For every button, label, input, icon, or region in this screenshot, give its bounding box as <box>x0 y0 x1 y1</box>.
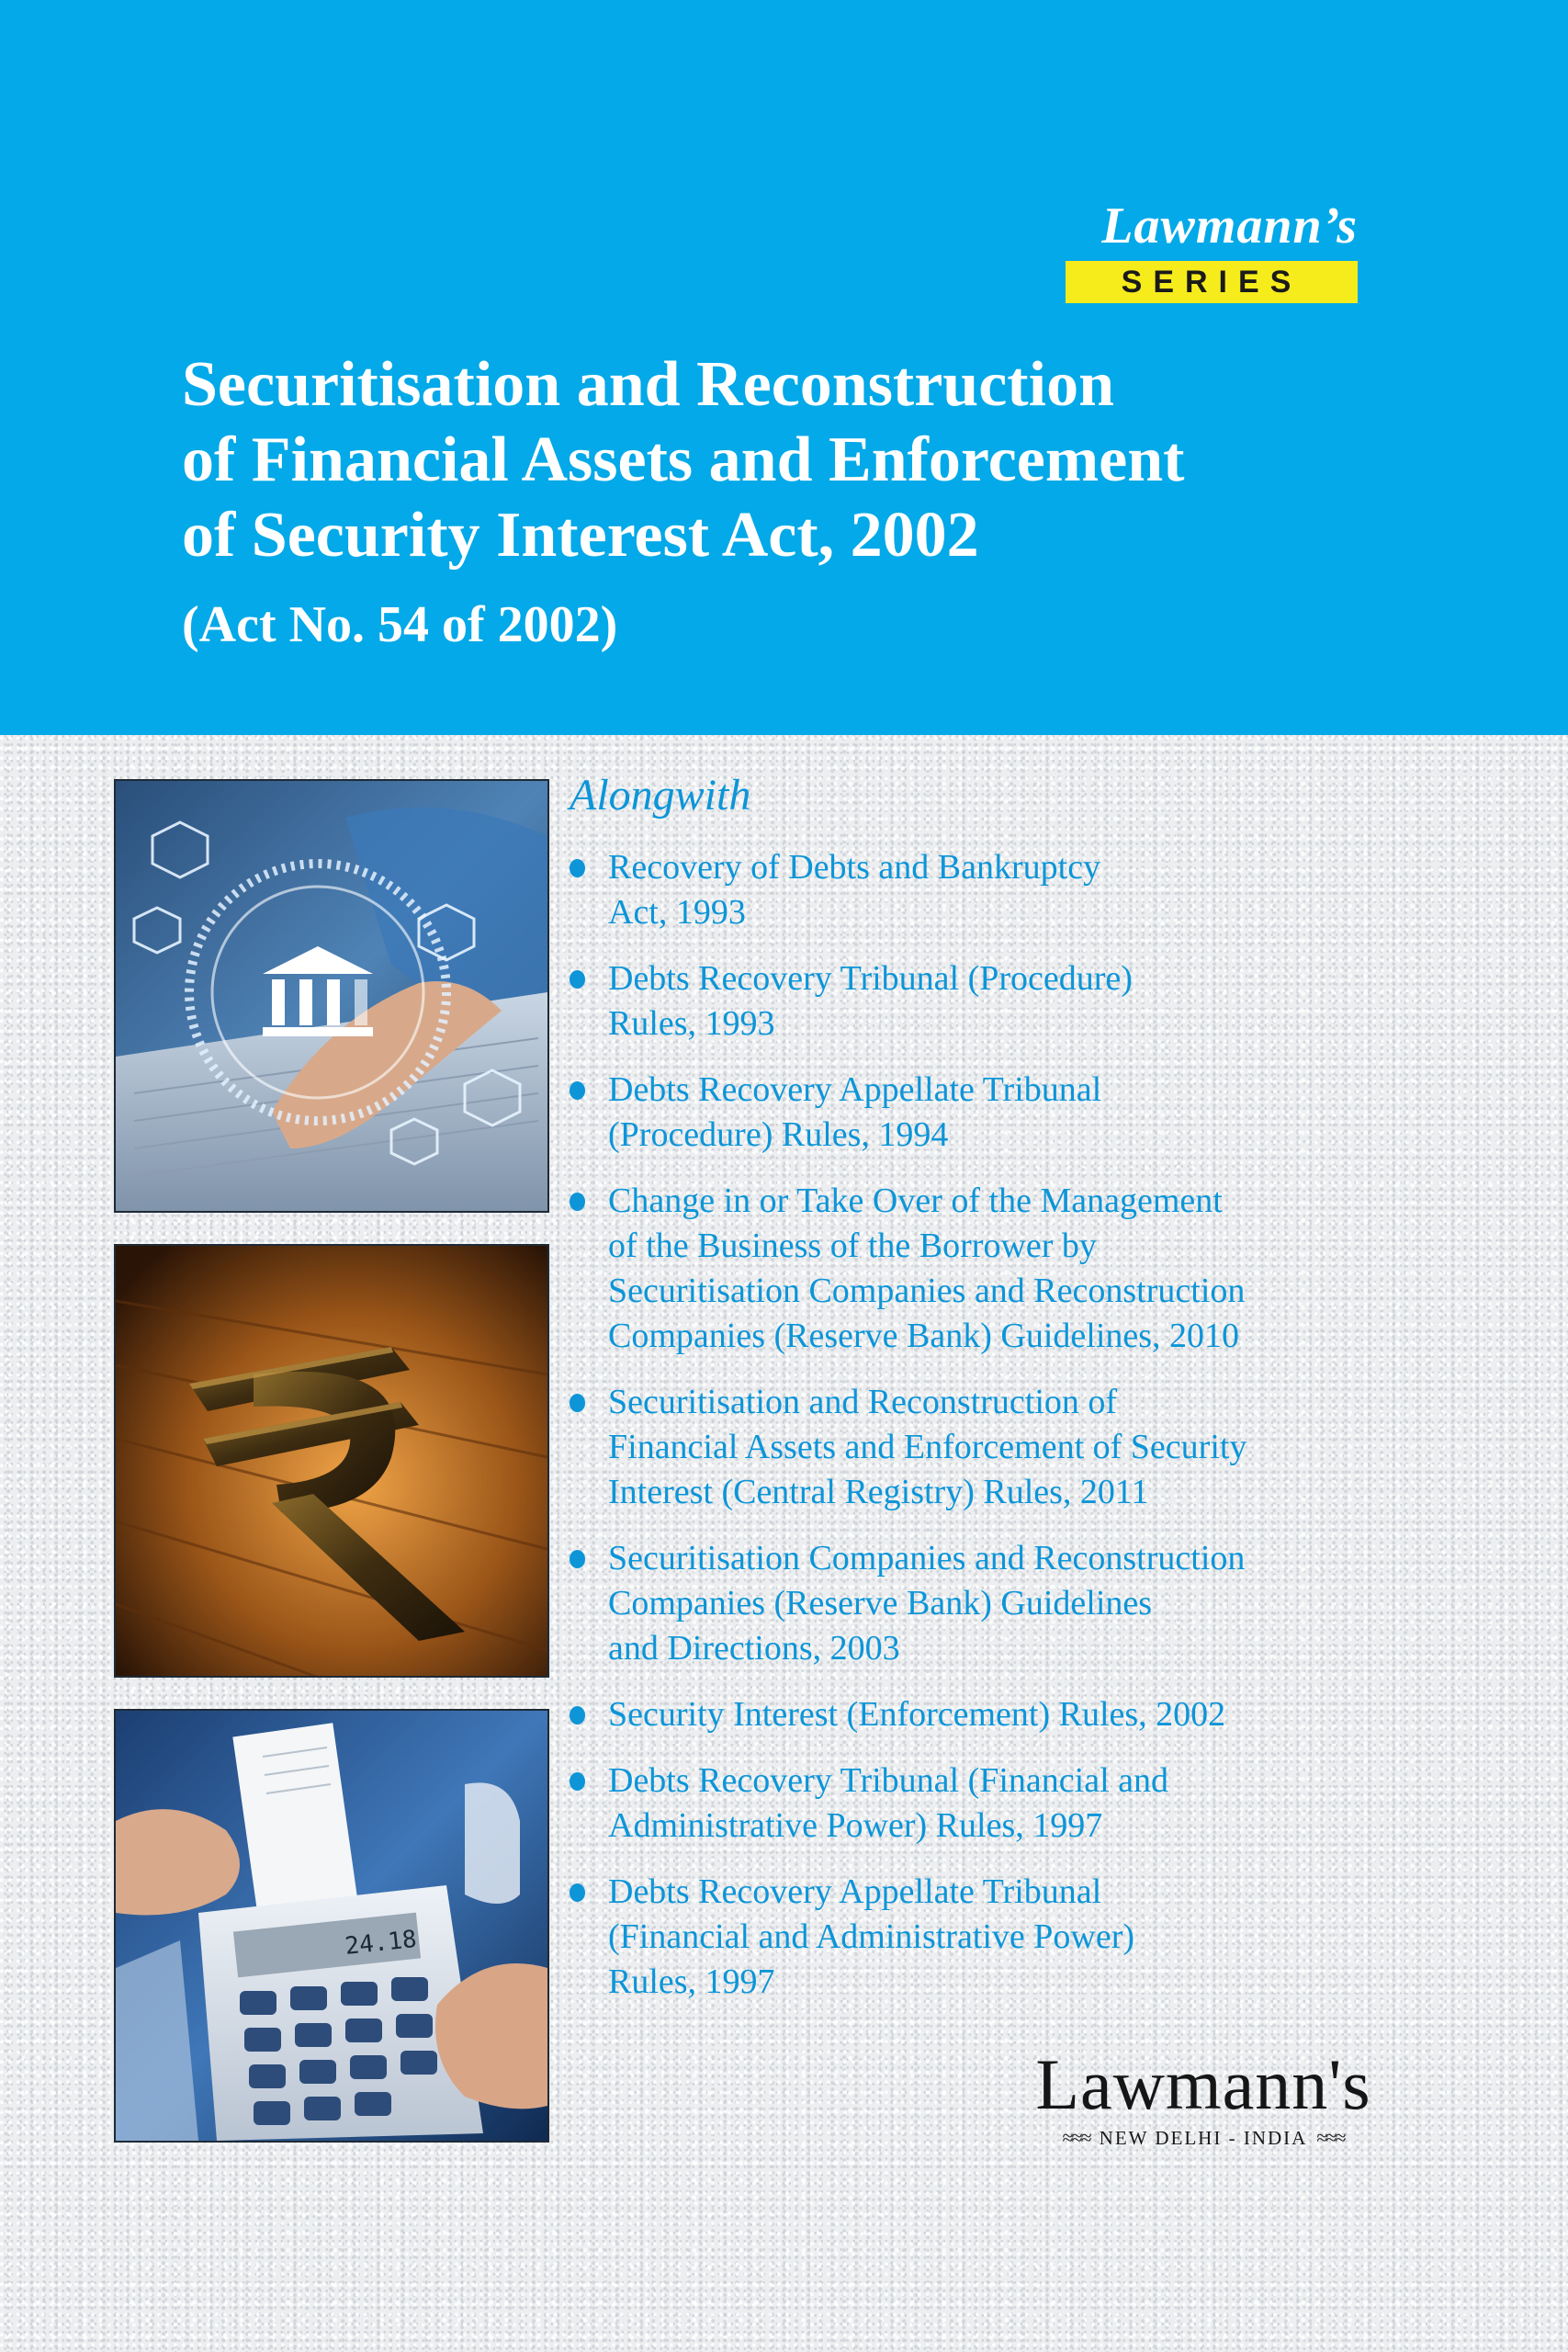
publisher-name: Lawmann's <box>1035 2044 1371 2124</box>
book-title <box>182 347 1376 573</box>
list-item-line: Securitisation Companies and Reconstruction <box>608 1272 1246 1310</box>
list-item <box>562 1179 1481 1359</box>
bullet-icon <box>570 1883 585 1902</box>
list-item-line: Financial Assets and Enforcement of Security <box>608 1428 1247 1466</box>
list-item-line: (Financial and Administrative Power) <box>608 1917 1135 1956</box>
list-item-line: of the Business of the Borrower by <box>608 1227 1097 1265</box>
included-acts-list <box>562 845 1481 2026</box>
swash-ornament-icon: ≈≈≈ <box>1316 2126 1345 2149</box>
title-line: of Security Interest Act, 2002 <box>182 500 979 571</box>
list-item-line: Securitisation and Reconstruction of <box>608 1383 1118 1421</box>
list-item-line: Debts Recovery Appellate Tribunal <box>608 1872 1102 1911</box>
list-item-line: Security Interest (Enforcement) Rules, 2002 <box>608 1695 1226 1734</box>
list-item-line: (Procedure) Rules, 1994 <box>608 1115 949 1154</box>
list-item-line: Companies (Reserve Bank) Guidelines, 2010 <box>608 1317 1240 1355</box>
list-item-line: Change in or Take Over of the Management <box>608 1182 1223 1220</box>
list-item <box>562 1380 1481 1515</box>
act-number: (Act No. 54 of 2002) <box>182 596 618 653</box>
title-line: Securitisation and Reconstruction <box>182 349 1114 420</box>
calculator-display: 24.18 <box>344 1925 419 1961</box>
list-item <box>562 1692 1481 1737</box>
list-item-line: Securitisation Companies and Reconstruction <box>608 1539 1246 1577</box>
publisher-location-row <box>1010 2126 1396 2150</box>
bullet-icon <box>570 1706 585 1724</box>
list-item-line: Rules, 1993 <box>608 1004 775 1043</box>
list-item-line: Rules, 1997 <box>608 1962 775 2001</box>
list-item-line: Interest (Central Registry) Rules, 2011 <box>608 1473 1149 1511</box>
bullet-icon <box>570 859 585 877</box>
bullet-icon <box>570 1550 585 1568</box>
list-item <box>562 1870 1481 2005</box>
series-brand: Lawmann’s <box>1101 198 1358 254</box>
list-item <box>562 1536 1481 1671</box>
series-label: SERIES <box>1066 261 1358 303</box>
list-item-line: Act, 1993 <box>608 893 746 932</box>
bullet-icon <box>570 1081 585 1100</box>
list-item-line: Recovery of Debts and Bankruptcy <box>608 848 1101 887</box>
list-item <box>562 845 1481 935</box>
bullet-icon <box>570 970 585 989</box>
series-logo <box>1066 200 1358 303</box>
list-item <box>562 956 1481 1046</box>
publisher-logo <box>1010 2044 1396 2150</box>
swash-ornament-icon: ≈≈≈ <box>1062 2126 1090 2149</box>
rupee-symbol-photo <box>114 1244 549 1678</box>
list-item-line: Debts Recovery Tribunal (Financial and <box>608 1761 1169 1800</box>
bullet-icon <box>570 1772 585 1791</box>
digital-banking-photo <box>114 779 549 1213</box>
publisher-location: NEW DELHI - INDIA <box>1099 2126 1308 2149</box>
calculator-photo <box>114 1709 549 2143</box>
list-item-line: Companies (Reserve Bank) Guidelines <box>608 1584 1153 1623</box>
title-line: of Financial Assets and Enforcement <box>182 424 1185 495</box>
list-item <box>562 1758 1481 1849</box>
list-item-line: Administrative Power) Rules, 1997 <box>608 1806 1103 1845</box>
alongwith-heading: Alongwith <box>570 771 751 820</box>
bullet-icon <box>570 1394 585 1412</box>
list-item <box>562 1068 1481 1158</box>
bullet-icon <box>570 1193 585 1211</box>
list-item-line: and Directions, 2003 <box>608 1629 900 1668</box>
list-item-line: Debts Recovery Appellate Tribunal <box>608 1070 1102 1109</box>
list-item-line: Debts Recovery Tribunal (Procedure) <box>608 959 1133 998</box>
